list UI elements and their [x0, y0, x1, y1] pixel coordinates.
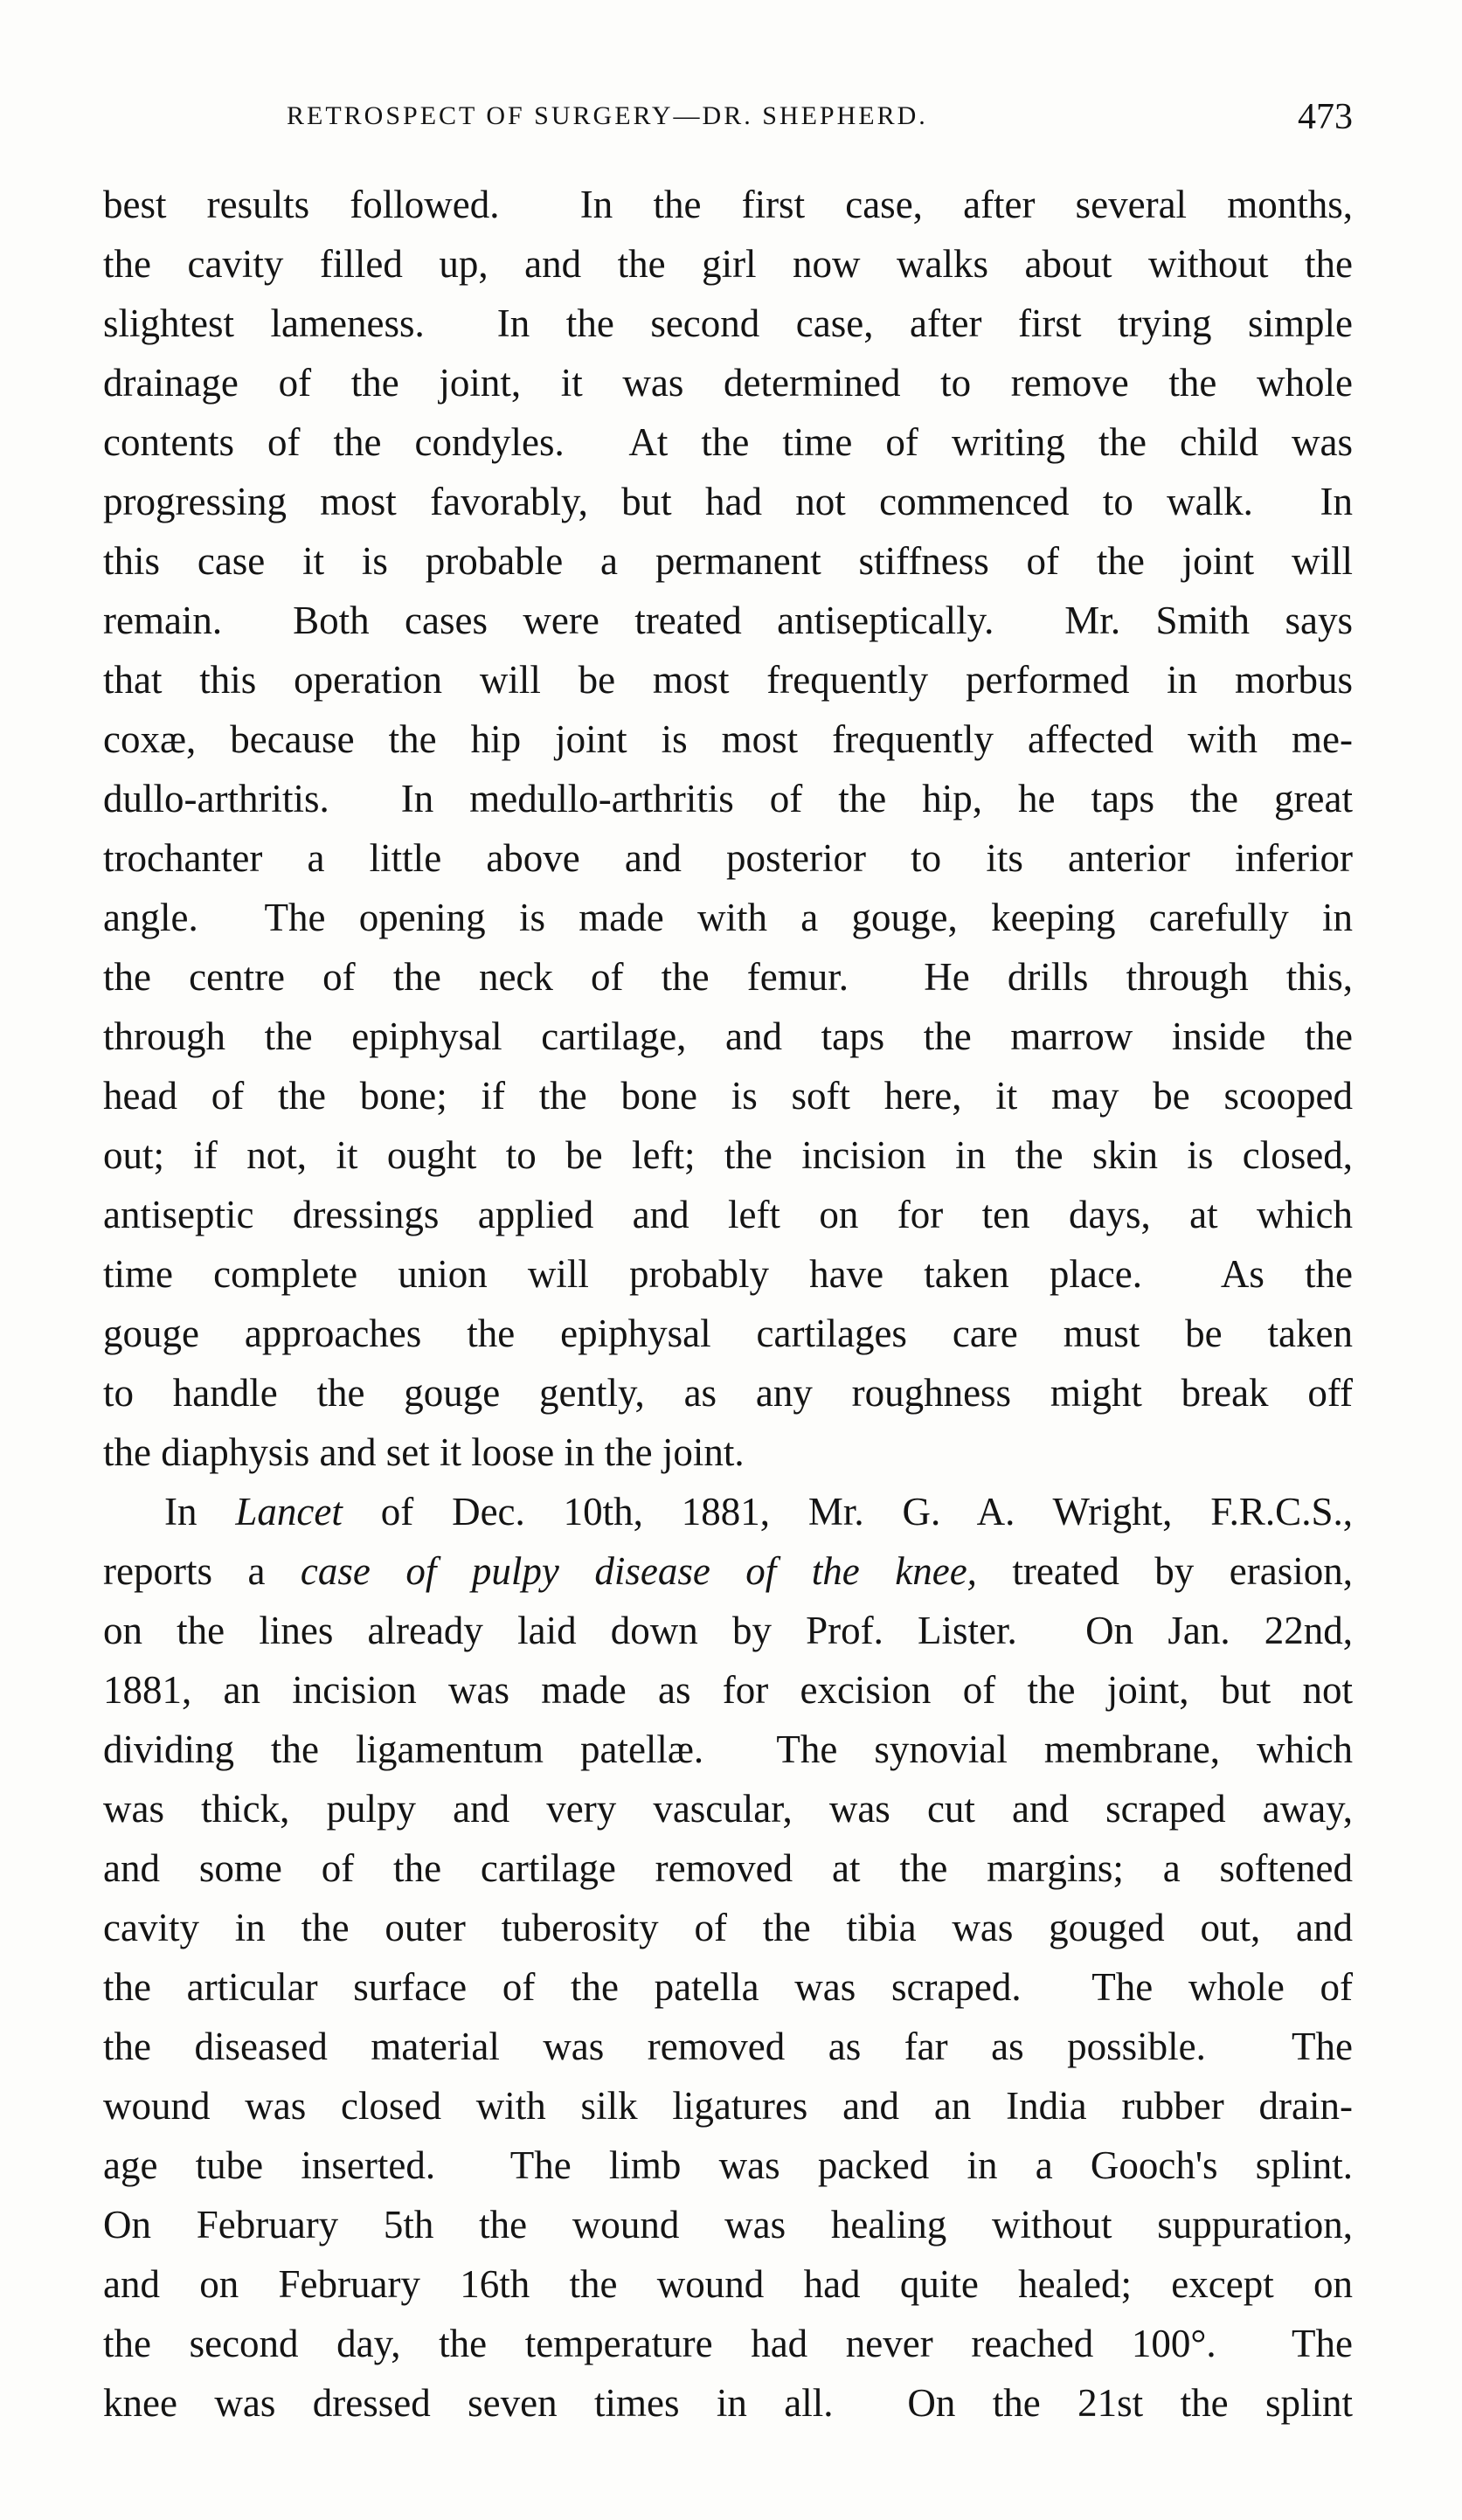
text-line	[103, 2017, 1353, 2076]
text-line	[103, 472, 1353, 531]
text-line	[103, 175, 1353, 234]
text-segment: slightest lameness. In the second case, after first trying simple	[103, 301, 1353, 345]
text-segment: best results followed. In the first case, after several months,	[103, 183, 1353, 226]
text-line	[103, 769, 1353, 828]
text-line	[103, 234, 1353, 294]
text-line	[103, 591, 1353, 650]
text-line	[103, 650, 1353, 710]
text-line	[103, 1838, 1353, 1898]
text-line	[103, 1007, 1353, 1066]
text-line	[103, 2136, 1353, 2195]
text-segment: reports a	[103, 1549, 301, 1593]
text-line	[103, 1363, 1353, 1423]
text-line	[103, 412, 1353, 472]
text-line	[103, 1482, 1353, 1541]
text-segment: dullo-arthritis. In medullo-arthritis of the hip, he taps the great	[103, 777, 1353, 820]
text-line	[103, 947, 1353, 1007]
text-segment: to handle the gouge gently, as any roughness might break off	[103, 1371, 1353, 1415]
text-segment: antiseptic dressings applied and left on for ten days, at which	[103, 1193, 1353, 1236]
text-segment: coxæ, because the hip joint is most frequently affected with me-	[103, 717, 1353, 761]
text-segment: and some of the cartilage removed at the margins; a softened	[103, 1846, 1353, 1890]
body-text	[103, 175, 1353, 2433]
text-line	[103, 1125, 1353, 1185]
text-line	[103, 888, 1353, 947]
text-segment: and on February 16th the wound had quite healed; except on	[103, 2262, 1353, 2306]
text-segment: time complete union will probably have taken place. As the	[103, 1252, 1353, 1296]
text-segment: remain. Both cases were treated antiseptically. Mr. Smith says	[103, 599, 1353, 642]
text-segment: out; if not, it ought to be left; the incision in the skin is closed,	[103, 1133, 1353, 1177]
text-line	[103, 2076, 1353, 2136]
text-line	[103, 2195, 1353, 2254]
text-segment: age tube inserted. The limb was packed in a Gooch's splint.	[103, 2143, 1353, 2187]
text-segment: treated by erasion,	[976, 1549, 1353, 1593]
text-line	[103, 1601, 1353, 1660]
text-segment: head of the bone; if the bone is soft here, it may be scooped	[103, 1074, 1353, 1118]
text-line	[103, 1957, 1353, 2017]
text-line	[103, 1660, 1353, 1720]
text-line	[103, 2314, 1353, 2373]
text-line	[103, 1779, 1353, 1838]
text-segment: this case it is probable a permanent stiffness of the joint will	[103, 539, 1353, 583]
text-line	[103, 2254, 1353, 2314]
text-line	[103, 353, 1353, 412]
text-line	[103, 710, 1353, 769]
text-segment: knee was dressed seven times in all. On the 21st the splint	[103, 2381, 1353, 2425]
text-line	[103, 1304, 1353, 1363]
text-segment: gouge approaches the epiphysal cartilages care must be taken	[103, 1312, 1353, 1355]
text-line	[103, 531, 1353, 591]
text-segment: dividing the ligamentum patellæ. The synovial membrane, which	[103, 1727, 1353, 1771]
text-segment: 1881, an incision was made as for excision of the joint, but not	[103, 1668, 1353, 1712]
text-segment: that this operation will be most frequently performed in morbus	[103, 658, 1353, 702]
text-segment: the articular surface of the patella was scraped. The whole of	[103, 1965, 1353, 2009]
text-segment: On February 5th the wound was healing without suppuration,	[103, 2203, 1353, 2247]
text-line	[103, 1423, 1353, 1482]
text-line	[103, 1898, 1353, 1957]
text-line	[103, 1185, 1353, 1244]
italic-text-segment: Lancet	[235, 1490, 343, 1533]
text-segment: wound was closed with silk ligatures and an India rubber drain-	[103, 2084, 1353, 2128]
text-segment: cavity in the outer tuberosity of the tibia was gouged out, and	[103, 1906, 1353, 1949]
italic-text-segment: case of pulpy disease of the knee,	[300, 1549, 977, 1593]
text-segment: the diaphysis and set it loose in the joint.	[103, 1430, 745, 1474]
text-segment: trochanter a little above and posterior to its anterior inferior	[103, 836, 1353, 880]
text-segment: the centre of the neck of the femur. He drills through this,	[103, 955, 1353, 999]
text-segment: the cavity filled up, and the girl now walks about without the	[103, 242, 1353, 286]
text-segment: was thick, pulpy and very vascular, was cut and scraped away,	[103, 1787, 1353, 1831]
text-line	[103, 2373, 1353, 2433]
text-segment: the diseased material was removed as far as possible. The	[103, 2025, 1353, 2068]
running-head	[103, 96, 1353, 149]
text-segment: contents of the condyles. At the time of writing the child was	[103, 420, 1353, 464]
text-segment: the second day, the temperature had never reached 100°. The	[103, 2322, 1353, 2365]
text-line	[103, 1066, 1353, 1125]
page-number: 473	[1298, 97, 1353, 137]
text-line	[103, 1244, 1353, 1304]
text-line	[103, 1541, 1353, 1601]
text-line	[103, 828, 1353, 888]
running-title: RETROSPECT OF SURGERY—DR. SHEPHERD.	[287, 101, 928, 130]
text-segment: angle. The opening is made with a gouge, keeping carefully in	[103, 896, 1353, 939]
text-segment: of Dec. 10th, 1881, Mr. G. A. Wright, F.R.C.S.,	[342, 1490, 1353, 1533]
text-segment: through the epiphysal cartilage, and taps the marrow inside the	[103, 1014, 1353, 1058]
text-segment: drainage of the joint, it was determined to remove the whole	[103, 361, 1353, 405]
text-line	[103, 294, 1353, 353]
text-segment: progressing most favorably, but had not commenced to walk. In	[103, 480, 1353, 523]
text-segment: In	[164, 1490, 236, 1533]
text-segment: on the lines already laid down by Prof. Lister. On Jan. 22nd,	[103, 1609, 1353, 1652]
text-line	[103, 1720, 1353, 1779]
